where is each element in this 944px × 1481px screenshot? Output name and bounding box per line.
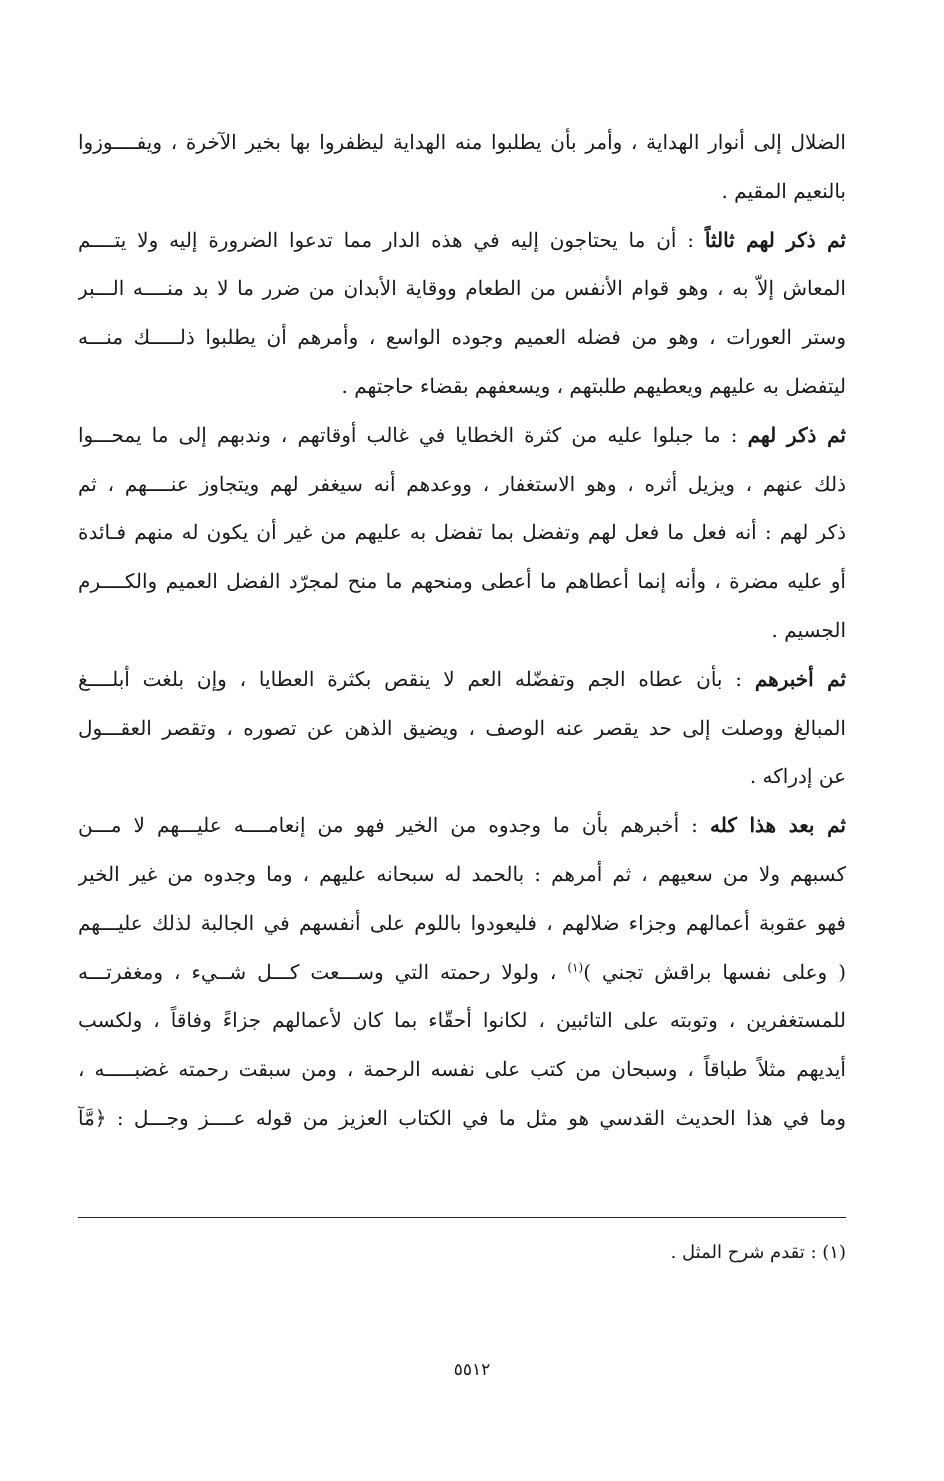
text-line: فهو عقوبة أعمالهم وجزاء ضلالهم ، فليعودوا باللوم على أنفسهم في الجالبة لذلك عليـــهم [78,910,846,935]
paragraph-lead: ثم ذكر لهم [747,422,846,447]
paragraph-lead: ثم أخبرهم [754,666,846,691]
text-line: المعاش إلاّ به ، وهو قوام الأنفس من الطعام ووقاية الأبدان من ضرر ما لا بد منــــه الـــبر [78,276,846,301]
text-line: الجسيم . [771,617,846,642]
text-line: بالنعيم المقيم . [721,178,846,203]
text-line: أو عليه مضرة ، وأنه إنما أعطاهم ما أعطى ومنحهم ما منح لمجرّد الفضل العميم والكــــرم [78,569,846,594]
footnote: (١) : تقدم شرح المثل . [670,1242,846,1263]
text-line [78,411,846,460]
paragraph-lead: ثم ذكر لهم ثالثاً [704,227,846,252]
text-line-rest: ، ولولا رحمته التي وســـعت كـــل شــيء ، ومغفرتـــه [78,959,568,984]
text-line: وستر العورات ، وهو من فضله العميم وجوده الواسع ، وأمرهم أن يطلبوا ذلـــــك منـــه [78,325,846,350]
text-line-rest: : أن ما يحتاجون إليه في هذه الدار مما تدعوا الضرورة إليه ولا يتــــم [78,227,705,252]
page-number: ٥٥١٢ [453,1360,491,1380]
text-line: للمستغفرين ، وتوبته على التائبين ، لكانوا أحقّاء بما كان لأعمالهم جزاءً وفاقاً ، ولكسب [78,1008,846,1033]
proverb-text: ( وعلى نفسها براقش تجني ) [583,959,846,984]
text-line: عن إدراكه . [749,764,846,789]
text-line-rest: : ما جبلوا عليه من كثرة الخطايا في غالب أوقاتهم ، وندبهم إلى ما يمحـــوا [78,422,748,447]
text-line: ليتفضل به عليهم ويعطيهم طلبتهم ، ويسعفهم بقضاء حاجتهم . [341,373,846,398]
text-line [78,655,846,704]
text-line: وما في هذا الحديث القدسي هو مثل ما في الكتاب العزيز من قوله عــــز وجـــل : ﴿مَّآ [78,1105,846,1130]
text-line-rest: : بأن عطاه الجم وتفضّله العم لا ينقص بكثرة العطايا ، وإن بلغت أبلــــغ [78,666,755,691]
text-line: المبالغ ووصلت إلى حد يقصر عنه الوصف ، ويضيق الذهن عن تصوره ، وتقصر العقـــول [78,715,846,740]
footnote-divider [78,1217,846,1218]
text-line: أيديهم مثلاً طباقاً ، وسبحان من كتب على نفسه الرحمة ، ومن سبقت رحمته غضبـــــه ، [78,1057,846,1082]
paragraph-lead: ثم بعد هذا كله [709,813,846,838]
text-line-rest: : أخبرهم بأن ما وجدوه من الخير فهو من إنعامــــه عليـــهم لا مـــن [78,813,710,838]
main-text [78,118,846,1143]
text-line: كسبهم ولا من سعيهم ، ثم أمرهم : بالحمد له سبحانه عليهم ، وما وجدوه من غير الخير [78,861,846,886]
footnote-reference[interactable]: (١) [567,959,584,974]
text-line: ذلك عنهم ، ويزيل أثره ، وهو الاستغفار ، ووعدهم أنه سيغفر لهم ويتجاوز عنــــهم ، ثم [78,471,846,496]
text-line: ذكر لهم : أنه فعل ما فعل لهم وتفضل بما تفضل به عليهم من غير أن يكون له منهم فـائدة [78,520,846,545]
text-line: الضلال إلى أنوار الهداية ، وأمر بأن يطلبوا منه الهداية ليظفروا بها بخير الآخرة ، ويفــــوزوا [78,130,846,154]
text-line [78,948,846,997]
text-line [78,216,846,265]
text-line [78,801,846,850]
